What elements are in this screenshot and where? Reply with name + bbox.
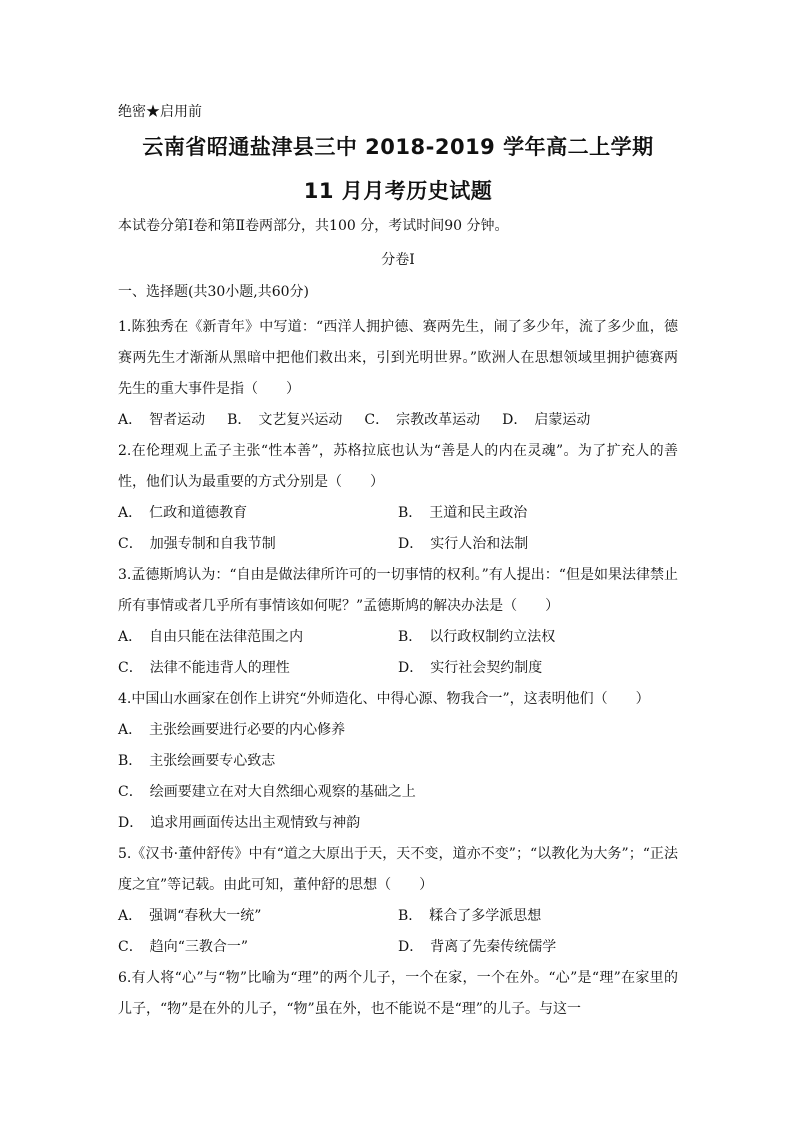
question-1-stem: 1.陈独秀在《新青年》中写道：“西洋人拥护德、赛两先生，闹了多少年，流了多少血，德赛两先生才渐渐从黑暗中把他们救出来，引到光明世界。”欧洲人在思想领域里拥护德赛两先生的重大事件是指（ ） [118, 319, 678, 397]
question-2-options-row1 [118, 498, 678, 529]
q1-option-a: A． 智者运动 [118, 412, 206, 428]
exam-title-line2: 11 月月考历史试题 [303, 179, 493, 203]
q2-option-a: A． 仁政和道德教育 [118, 505, 248, 521]
question-4-stem: 4.中国山水画家在创作上讲究“外师造化、中得心源、物我合一”，这表明他们（ ） [118, 691, 650, 707]
q1-option-c: C． 宗教改革运动 [364, 412, 481, 428]
exam-intro: 本试卷分第Ⅰ卷和第Ⅱ卷两部分，共100 分，考试时间90 分钟。 [118, 218, 509, 234]
secret-mark: 绝密★启用前 [118, 104, 202, 120]
exam-content [118, 102, 678, 1025]
q3-option-b: B． 以行政权制约立法权 [398, 629, 556, 645]
question-3-stem: 3.孟德斯鸠认为：“自由是做法律所许可的一切事情的权利。”有人提出：“但是如果法律禁止所有事情或者几乎所有事情该如何呢？”孟德斯鸠的解决办法是（ ） [118, 567, 678, 614]
question-1-options [118, 405, 678, 436]
question-6-stem: 6.有人将“心”与“物”比喻为“理”的两个儿子，一个在家，一个在外。“心”是“理”在家里的儿子，“物”是在外的儿子，“物”虽在外，也不能说不是“理”的儿子。与这一 [118, 970, 678, 1017]
q2-option-b: B． 王道和民主政治 [398, 505, 528, 521]
q4-option-b: B． 主张绘画要专心致志 [118, 753, 276, 769]
part-heading: 一、选择题(共30小题,共60分) [118, 284, 310, 300]
section-heading: 分卷I [381, 252, 415, 268]
question-2-stem: 2.在伦理观上孟子主张“性本善”，苏格拉底也认为“善是人的内在灵魂”。为了扩充人的善性，他们认为最重要的方式分别是（ ） [118, 443, 678, 490]
question-3-options-row2 [118, 653, 678, 684]
q2-option-c: C． 加强专制和自我节制 [118, 536, 276, 552]
q3-option-d: D． 实行社会契约制度 [398, 660, 543, 676]
q5-option-d: D． 背离了先秦传统儒学 [398, 939, 557, 955]
q4-option-c: C． 绘画要建立在对大自然细心观察的基础之上 [118, 784, 416, 800]
question-3-options-row1 [118, 622, 678, 653]
q3-option-c: C． 法律不能违背人的理性 [118, 660, 290, 676]
q2-option-d: D． 实行人治和法制 [398, 536, 529, 552]
q5-option-a: A． 强调“春秋大一统” [118, 908, 262, 924]
q5-option-b: B． 糅合了多学派思想 [398, 908, 542, 924]
question-5-options-row2 [118, 932, 678, 963]
question-5-options-row1 [118, 901, 678, 932]
q4-option-d: D． 追求用画面传达出主观情致与神韵 [118, 815, 361, 831]
q1-option-d: D． 启蒙运动 [502, 412, 591, 428]
q1-option-b: B． 文艺复兴运动 [227, 412, 343, 428]
q4-option-a: A． 主张绘画要进行必要的内心修养 [118, 722, 346, 738]
exam-title-line1: 云南省昭通盐津县三中 2018-2019 学年高二上学期 [142, 135, 654, 159]
question-2-options-row2 [118, 529, 678, 560]
q5-option-c: C． 趋向“三教合一” [118, 939, 249, 955]
question-5-stem: 5.《汉书·董仲舒传》中有“道之大原出于天，天不变，道亦不变”；“以教化为大务”；“正法度之宜”等记载。由此可知，董仲舒的思想（ ） [118, 846, 678, 893]
q3-option-a: A． 自由只能在法律范围之内 [118, 629, 304, 645]
